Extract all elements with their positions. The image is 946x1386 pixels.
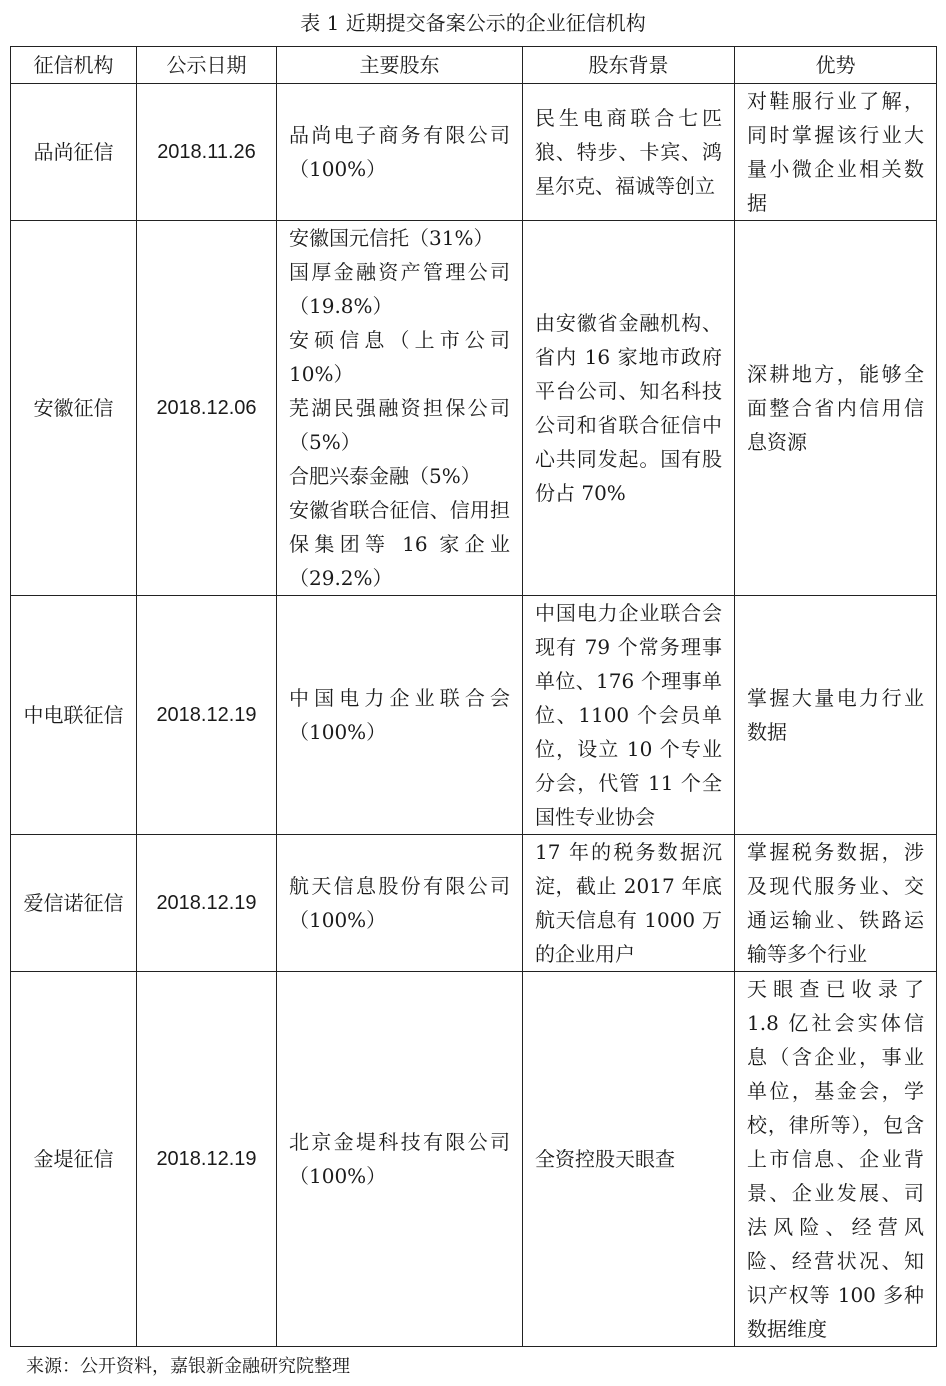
shareholder-entry: 品尚电子商务有限公司（100%） (289, 123, 510, 181)
shareholder-entry: 安硕信息（上市公司 10%） (289, 328, 510, 386)
background-cell: 中国电力企业联合会现有 79 个常务理事单位、176 个理事单位、1100 个会员单位，设立 10 个专业分会，代管 11 个全国性专业协会 (523, 596, 735, 835)
advantage-cell: 掌握大量电力行业数据 (735, 596, 937, 835)
institution-cell: 安徽征信 (11, 221, 137, 596)
date-cell: 2018.12.06 (137, 221, 277, 596)
table-row (11, 596, 937, 835)
institution-cell: 爱信诺征信 (11, 835, 137, 972)
advantage-cell: 对鞋服行业了解，同时掌握该行业大量小微企业相关数据 (735, 84, 937, 221)
shareholders-cell (277, 596, 523, 835)
background-cell: 全资控股天眼查 (523, 972, 735, 1347)
shareholder-entry: 合肥兴泰金融（5%） (289, 464, 481, 488)
table-row (11, 972, 937, 1347)
header-shareholders: 主要股东 (277, 47, 523, 84)
shareholder-entry: 航天信息股份有限公司（100%） (289, 874, 510, 932)
shareholder-entry: 安徽国元信托（31%） (289, 226, 494, 250)
shareholders-cell (277, 835, 523, 972)
shareholder-entry: 国厚金融资产管理公司（19.8%） (289, 260, 510, 318)
shareholder-entry: 安徽省联合征信、信用担保集团等 16 家企业（29.2%） (289, 498, 510, 590)
table-row (11, 835, 937, 972)
advantage-cell: 天眼查已收录了 1.8 亿社会实体信息（含企业，事业单位，基金会，学校，律所等），包含上市信息、企业背景、企业发展、司法风险、经营风险、经营状况、知识产权等 100 多种数据维度 (735, 972, 937, 1347)
header-row (11, 47, 937, 84)
header-institution: 征信机构 (11, 47, 137, 84)
date-cell: 2018.12.19 (137, 596, 277, 835)
shareholder-entry: 芜湖民强融资担保公司（5%） (289, 396, 510, 454)
header-advantage: 优势 (735, 47, 937, 84)
advantage-cell: 深耕地方，能够全面整合省内信用信息资源 (735, 221, 937, 596)
institution-cell: 中电联征信 (11, 596, 137, 835)
shareholder-entry: 北京金堤科技有限公司（100%） (289, 1130, 510, 1188)
table-row (11, 221, 937, 596)
header-background: 股东背景 (523, 47, 735, 84)
date-cell: 2018.12.19 (137, 835, 277, 972)
table-row (11, 84, 937, 221)
table-caption: 表 1 近期提交备案公示的企业征信机构 (300, 11, 646, 35)
credit-agency-table (10, 46, 937, 1347)
advantage-cell: 掌握税务数据，涉及现代服务业、交通运输业、铁路运输等多个行业 (735, 835, 937, 972)
shareholders-cell (277, 221, 523, 596)
header-date: 公示日期 (137, 47, 277, 84)
background-cell: 17 年的税务数据沉淀，截止 2017 年底航天信息有 1000 万的企业用户 (523, 835, 735, 972)
shareholders-cell (277, 84, 523, 221)
background-cell: 由安徽省金融机构、省内 16 家地市政府平台公司、知名科技公司和省联合征信中心共同发起。国有股份占 70% (523, 221, 735, 596)
background-cell: 民生电商联合七匹狼、特步、卡宾、鸿星尔克、福诚等创立 (523, 84, 735, 221)
institution-cell: 品尚征信 (11, 84, 137, 221)
date-cell: 2018.11.26 (137, 84, 277, 221)
shareholders-cell (277, 972, 523, 1347)
date-cell: 2018.12.19 (137, 972, 277, 1347)
institution-cell: 金堤征信 (11, 972, 137, 1347)
source-note: 来源：公开资料，嘉银新金融研究院整理 (26, 1356, 350, 1377)
shareholder-entry: 中国电力企业联合会（100%） (289, 686, 510, 744)
